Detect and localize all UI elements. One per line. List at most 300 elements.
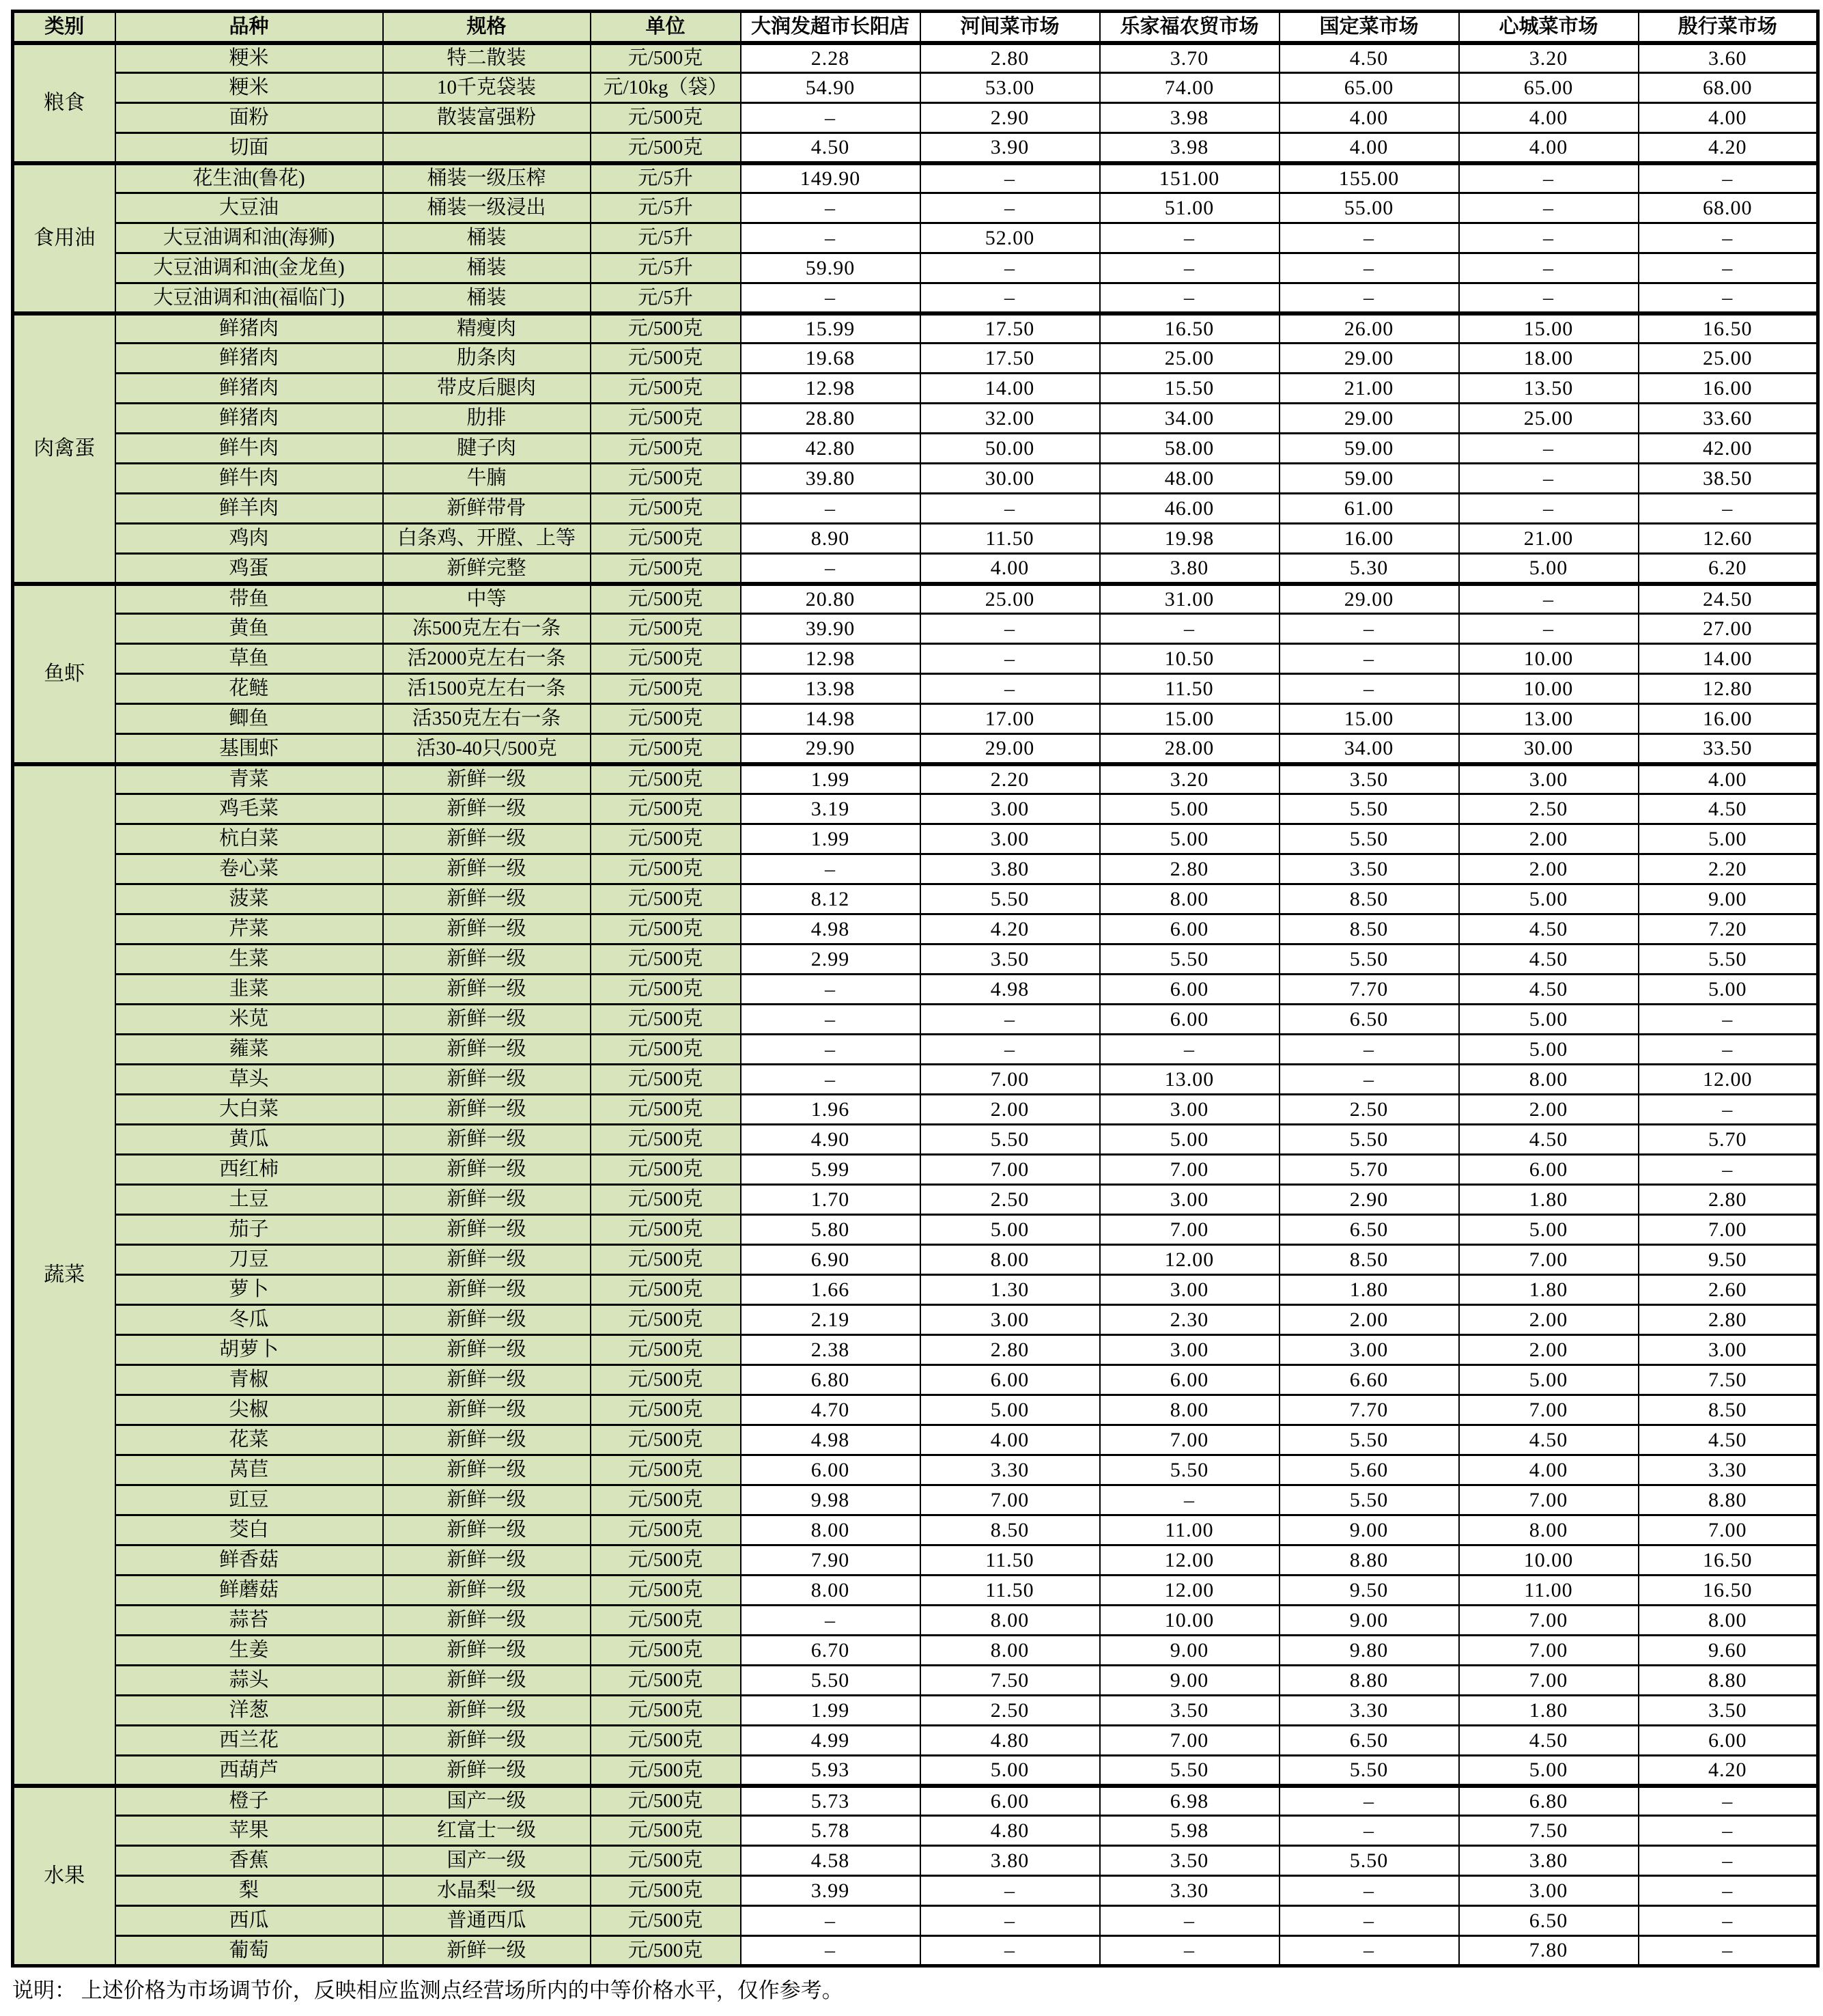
unit-cell: 元/500克 bbox=[591, 584, 741, 614]
variety-cell: 草鱼 bbox=[115, 644, 383, 674]
price-cell: – bbox=[1280, 1876, 1459, 1906]
price-cell: 28.00 bbox=[1100, 734, 1280, 764]
unit-cell: 元/500克 bbox=[591, 1095, 741, 1125]
price-cell: 9.60 bbox=[1639, 1636, 1818, 1666]
spec-cell: 桶装 bbox=[383, 253, 591, 283]
price-cell: 16.50 bbox=[1100, 313, 1280, 344]
price-cell: 9.98 bbox=[741, 1485, 920, 1515]
unit-cell: 元/10kg（袋） bbox=[591, 73, 741, 103]
price-cell: 6.00 bbox=[920, 1365, 1100, 1395]
price-cell: – bbox=[1100, 1906, 1280, 1936]
price-cell: 3.00 bbox=[1459, 1876, 1639, 1906]
unit-cell: 元/500克 bbox=[591, 674, 741, 704]
price-cell: 1.80 bbox=[1459, 1275, 1639, 1305]
price-cell: 6.90 bbox=[741, 1245, 920, 1275]
table-row bbox=[13, 223, 1818, 253]
unit-cell: 元/500克 bbox=[591, 1696, 741, 1726]
table-row bbox=[13, 1245, 1818, 1275]
price-cell: – bbox=[1100, 223, 1280, 253]
unit-cell: 元/500克 bbox=[591, 1485, 741, 1515]
spec-cell: 新鲜一级 bbox=[383, 944, 591, 975]
price-cell: 19.68 bbox=[741, 344, 920, 374]
variety-cell: 黄瓜 bbox=[115, 1125, 383, 1155]
price-cell: – bbox=[920, 193, 1100, 223]
price-cell: 8.50 bbox=[1280, 884, 1459, 914]
table-row bbox=[13, 1395, 1818, 1425]
price-cell: 6.80 bbox=[1459, 1786, 1639, 1816]
variety-cell: 胡萝卜 bbox=[115, 1335, 383, 1365]
price-cell: 7.80 bbox=[1459, 1936, 1639, 1966]
price-cell: 4.50 bbox=[1639, 1425, 1818, 1455]
price-cell: 15.00 bbox=[1280, 704, 1459, 734]
price-cell: 8.12 bbox=[741, 884, 920, 914]
unit-cell: 元/500克 bbox=[591, 824, 741, 854]
price-cell: 5.60 bbox=[1280, 1455, 1459, 1485]
price-cell: 15.00 bbox=[1100, 704, 1280, 734]
table-row bbox=[13, 1936, 1818, 1966]
price-cell: 5.50 bbox=[1639, 944, 1818, 975]
price-cell: 21.00 bbox=[1459, 524, 1639, 554]
unit-cell: 元/500克 bbox=[591, 1275, 741, 1305]
price-cell: 8.00 bbox=[920, 1245, 1100, 1275]
unit-cell: 元/500克 bbox=[591, 313, 741, 344]
price-cell: 4.80 bbox=[920, 1816, 1100, 1846]
spec-cell: 带皮后腿肉 bbox=[383, 374, 591, 404]
spec-cell: 白条鸡、开膛、上等 bbox=[383, 524, 591, 554]
spec-cell: 新鲜一级 bbox=[383, 1576, 591, 1606]
price-cell: 4.98 bbox=[741, 1425, 920, 1455]
spec-cell: 新鲜一级 bbox=[383, 1485, 591, 1515]
price-cell: 4.00 bbox=[1280, 103, 1459, 133]
spec-cell: 精瘦肉 bbox=[383, 313, 591, 344]
price-cell: – bbox=[1639, 1846, 1818, 1876]
price-cell: 6.00 bbox=[920, 1786, 1100, 1816]
table-row bbox=[13, 1005, 1818, 1035]
price-cell: – bbox=[1100, 614, 1280, 644]
variety-cell: 尖椒 bbox=[115, 1395, 383, 1425]
spec-cell: 水晶梨一级 bbox=[383, 1876, 591, 1906]
table-row bbox=[13, 824, 1818, 854]
price-cell: 5.50 bbox=[1280, 1425, 1459, 1455]
spec-cell: 新鲜一级 bbox=[383, 1305, 591, 1335]
price-cell: 2.00 bbox=[1459, 1335, 1639, 1365]
price-cell: 5.70 bbox=[1639, 1125, 1818, 1155]
spec-cell: 新鲜一级 bbox=[383, 1335, 591, 1365]
price-cell: 3.00 bbox=[920, 1305, 1100, 1335]
table-row bbox=[13, 43, 1818, 73]
unit-cell: 元/500克 bbox=[591, 1035, 741, 1065]
spec-cell: 中等 bbox=[383, 584, 591, 614]
price-cell: 4.50 bbox=[1459, 914, 1639, 944]
price-cell: 26.00 bbox=[1280, 313, 1459, 344]
price-cell: 8.80 bbox=[1639, 1485, 1818, 1515]
price-cell: – bbox=[1639, 1936, 1818, 1966]
price-cell: 29.00 bbox=[1280, 344, 1459, 374]
price-cell: 2.00 bbox=[1280, 1305, 1459, 1335]
table-row bbox=[13, 1666, 1818, 1696]
variety-cell: 花菜 bbox=[115, 1425, 383, 1455]
variety-cell: 鲜牛肉 bbox=[115, 464, 383, 494]
unit-cell: 元/500克 bbox=[591, 1245, 741, 1275]
unit-cell: 元/500克 bbox=[591, 1515, 741, 1545]
price-cell: 4.98 bbox=[920, 975, 1100, 1005]
price-cell: 3.30 bbox=[1280, 1696, 1459, 1726]
variety-cell: 鲜猪肉 bbox=[115, 313, 383, 344]
unit-cell: 元/500克 bbox=[591, 1876, 741, 1906]
table-row bbox=[13, 1455, 1818, 1485]
price-cell: – bbox=[1639, 253, 1818, 283]
price-cell: 6.00 bbox=[1100, 914, 1280, 944]
price-cell: 7.00 bbox=[1639, 1215, 1818, 1245]
spec-cell: 活350克左右一条 bbox=[383, 704, 591, 734]
price-cell: 2.80 bbox=[1100, 854, 1280, 884]
spec-cell: 散装富强粉 bbox=[383, 103, 591, 133]
spec-cell: 新鲜一级 bbox=[383, 1185, 591, 1215]
price-cell: – bbox=[741, 223, 920, 253]
price-cell: – bbox=[1459, 494, 1639, 524]
price-cell: – bbox=[1280, 1936, 1459, 1966]
unit-cell: 元/500克 bbox=[591, 43, 741, 73]
table-body bbox=[13, 43, 1818, 1966]
price-cell: 3.00 bbox=[920, 824, 1100, 854]
unit-cell: 元/500克 bbox=[591, 1125, 741, 1155]
table-row bbox=[13, 1275, 1818, 1305]
variety-cell: 青椒 bbox=[115, 1365, 383, 1395]
unit-cell: 元/500克 bbox=[591, 1395, 741, 1425]
price-cell: 74.00 bbox=[1100, 73, 1280, 103]
table-row bbox=[13, 253, 1818, 283]
price-cell: 6.60 bbox=[1280, 1365, 1459, 1395]
price-cell: 18.00 bbox=[1459, 344, 1639, 374]
price-cell: – bbox=[1280, 253, 1459, 283]
price-cell: 6.20 bbox=[1639, 554, 1818, 584]
price-cell: 3.80 bbox=[920, 1846, 1100, 1876]
header-variety: 品种 bbox=[115, 12, 383, 43]
price-cell: 5.00 bbox=[920, 1756, 1100, 1786]
price-cell: 33.50 bbox=[1639, 734, 1818, 764]
price-cell: – bbox=[741, 554, 920, 584]
spec-cell: 新鲜一级 bbox=[383, 854, 591, 884]
price-cell: 29.00 bbox=[1280, 584, 1459, 614]
price-cell: 8.50 bbox=[1280, 1245, 1459, 1275]
price-cell: 4.50 bbox=[1459, 1425, 1639, 1455]
price-cell: 11.00 bbox=[1459, 1576, 1639, 1606]
price-cell: – bbox=[1639, 163, 1818, 193]
price-cell: 68.00 bbox=[1639, 193, 1818, 223]
table-row bbox=[13, 1335, 1818, 1365]
unit-cell: 元/500克 bbox=[591, 344, 741, 374]
price-cell: 8.00 bbox=[741, 1576, 920, 1606]
price-cell: – bbox=[1639, 283, 1818, 313]
price-cell: 2.90 bbox=[920, 103, 1100, 133]
price-cell: – bbox=[1639, 1005, 1818, 1035]
price-cell: 2.99 bbox=[741, 944, 920, 975]
table-row bbox=[13, 1846, 1818, 1876]
price-cell: 3.00 bbox=[1100, 1275, 1280, 1305]
spec-cell: 新鲜一级 bbox=[383, 1395, 591, 1425]
header-market-xincheng: 心城菜市场 bbox=[1459, 12, 1639, 43]
variety-cell: 西瓜 bbox=[115, 1906, 383, 1936]
price-cell: 7.00 bbox=[920, 1155, 1100, 1185]
price-cell: 4.00 bbox=[1459, 1455, 1639, 1485]
price-cell: 4.50 bbox=[1459, 1726, 1639, 1756]
unit-cell: 元/500克 bbox=[591, 1155, 741, 1185]
price-cell: 50.00 bbox=[920, 434, 1100, 464]
spec-cell: 新鲜一级 bbox=[383, 764, 591, 794]
price-cell: 5.50 bbox=[1280, 1125, 1459, 1155]
unit-cell: 元/500克 bbox=[591, 1726, 741, 1756]
category-cell: 粮食 bbox=[13, 43, 115, 163]
price-cell: 6.50 bbox=[1280, 1215, 1459, 1245]
unit-cell: 元/5升 bbox=[591, 193, 741, 223]
price-cell: – bbox=[741, 283, 920, 313]
unit-cell: 元/500克 bbox=[591, 1606, 741, 1636]
price-cell: 14.00 bbox=[1639, 644, 1818, 674]
price-cell: – bbox=[1280, 223, 1459, 253]
price-cell: – bbox=[1100, 253, 1280, 283]
price-cell: 10.00 bbox=[1459, 644, 1639, 674]
price-cell: 5.00 bbox=[1459, 1035, 1639, 1065]
variety-cell: 花生油(鲁花) bbox=[115, 163, 383, 193]
spec-cell: 腱子肉 bbox=[383, 434, 591, 464]
variety-cell: 西兰花 bbox=[115, 1726, 383, 1756]
price-cell: 5.50 bbox=[1280, 1756, 1459, 1786]
variety-cell: 卷心菜 bbox=[115, 854, 383, 884]
spec-cell: 红富士一级 bbox=[383, 1816, 591, 1846]
table-row bbox=[13, 1545, 1818, 1576]
price-cell: 1.80 bbox=[1280, 1275, 1459, 1305]
price-cell: 5.50 bbox=[1280, 824, 1459, 854]
price-cell: 2.50 bbox=[1280, 1095, 1459, 1125]
price-cell: 4.50 bbox=[1459, 1125, 1639, 1155]
price-cell: 13.00 bbox=[1459, 704, 1639, 734]
table-row bbox=[13, 494, 1818, 524]
table-row bbox=[13, 524, 1818, 554]
variety-cell: 刀豆 bbox=[115, 1245, 383, 1275]
table-row bbox=[13, 344, 1818, 374]
price-cell: 3.80 bbox=[1459, 1846, 1639, 1876]
price-cell: 2.28 bbox=[741, 43, 920, 73]
price-cell: – bbox=[1100, 283, 1280, 313]
price-cell: 6.00 bbox=[1100, 1365, 1280, 1395]
price-cell: – bbox=[741, 1065, 920, 1095]
price-cell: 32.00 bbox=[920, 404, 1100, 434]
price-cell: 5.93 bbox=[741, 1756, 920, 1786]
price-cell: – bbox=[741, 1005, 920, 1035]
price-cell: 2.00 bbox=[1459, 854, 1639, 884]
unit-cell: 元/500克 bbox=[591, 1005, 741, 1035]
price-cell: 8.50 bbox=[1639, 1395, 1818, 1425]
unit-cell: 元/500克 bbox=[591, 464, 741, 494]
price-cell: 3.50 bbox=[1280, 764, 1459, 794]
variety-cell: 鲜香菇 bbox=[115, 1545, 383, 1576]
price-cell: 5.00 bbox=[920, 1215, 1100, 1245]
unit-cell: 元/500克 bbox=[591, 1576, 741, 1606]
table-row bbox=[13, 1816, 1818, 1846]
price-cell: 5.00 bbox=[1459, 1215, 1639, 1245]
variety-cell: 西红柿 bbox=[115, 1155, 383, 1185]
price-cell: – bbox=[920, 1906, 1100, 1936]
table-row bbox=[13, 1726, 1818, 1756]
price-cell: 5.98 bbox=[1100, 1816, 1280, 1846]
price-cell: 2.20 bbox=[920, 764, 1100, 794]
price-cell: 5.50 bbox=[741, 1666, 920, 1696]
price-cell: 8.80 bbox=[1639, 1666, 1818, 1696]
price-cell: 7.00 bbox=[1459, 1666, 1639, 1696]
table-row bbox=[13, 614, 1818, 644]
price-cell: 7.50 bbox=[920, 1666, 1100, 1696]
price-cell: 15.50 bbox=[1100, 374, 1280, 404]
price-cell: 5.80 bbox=[741, 1215, 920, 1245]
price-cell: 5.00 bbox=[1459, 884, 1639, 914]
price-cell: 7.20 bbox=[1639, 914, 1818, 944]
price-cell: 3.30 bbox=[1639, 1455, 1818, 1485]
price-cell: – bbox=[920, 494, 1100, 524]
spec-cell: 新鲜一级 bbox=[383, 1065, 591, 1095]
price-cell: 2.20 bbox=[1639, 854, 1818, 884]
category-cell: 鱼虾 bbox=[13, 584, 115, 764]
price-cell: 3.70 bbox=[1100, 43, 1280, 73]
variety-cell: 橙子 bbox=[115, 1786, 383, 1816]
variety-cell: 茭白 bbox=[115, 1515, 383, 1545]
unit-cell: 元/500克 bbox=[591, 1185, 741, 1215]
variety-cell: 萝卜 bbox=[115, 1275, 383, 1305]
price-cell: 6.00 bbox=[1100, 1005, 1280, 1035]
price-cell: 25.00 bbox=[1459, 404, 1639, 434]
unit-cell: 元/500克 bbox=[591, 103, 741, 133]
variety-cell: 鲫鱼 bbox=[115, 704, 383, 734]
price-cell: – bbox=[1280, 614, 1459, 644]
variety-cell: 杭白菜 bbox=[115, 824, 383, 854]
price-cell: 4.00 bbox=[920, 1425, 1100, 1455]
price-cell: 7.00 bbox=[1100, 1155, 1280, 1185]
table-row bbox=[13, 1906, 1818, 1936]
price-cell: 2.80 bbox=[920, 43, 1100, 73]
price-cell: – bbox=[1639, 1095, 1818, 1125]
spec-cell: 新鲜一级 bbox=[383, 975, 591, 1005]
price-cell: – bbox=[1280, 674, 1459, 704]
table-row bbox=[13, 1155, 1818, 1185]
price-cell: 4.99 bbox=[741, 1726, 920, 1756]
price-cell: 8.00 bbox=[1100, 884, 1280, 914]
price-cell: 1.96 bbox=[741, 1095, 920, 1125]
price-cell: – bbox=[920, 644, 1100, 674]
table-row bbox=[13, 1365, 1818, 1395]
unit-cell: 元/500克 bbox=[591, 644, 741, 674]
spec-cell: 新鲜一级 bbox=[383, 1095, 591, 1125]
price-cell: 3.60 bbox=[1639, 43, 1818, 73]
spec-cell: 活1500克左右一条 bbox=[383, 674, 591, 704]
price-cell: 2.90 bbox=[1280, 1185, 1459, 1215]
variety-cell: 面粉 bbox=[115, 103, 383, 133]
price-cell: 8.00 bbox=[1459, 1065, 1639, 1095]
price-cell: 8.00 bbox=[920, 1636, 1100, 1666]
spec-cell: 新鲜带骨 bbox=[383, 494, 591, 524]
price-cell: 4.00 bbox=[1459, 133, 1639, 163]
table-row bbox=[13, 464, 1818, 494]
table-row bbox=[13, 1636, 1818, 1666]
price-cell: 8.80 bbox=[1280, 1666, 1459, 1696]
price-cell: 7.00 bbox=[920, 1485, 1100, 1515]
price-cell: – bbox=[741, 494, 920, 524]
category-cell: 肉禽蛋 bbox=[13, 313, 115, 584]
price-cell: 16.00 bbox=[1280, 524, 1459, 554]
price-cell: 7.00 bbox=[1100, 1726, 1280, 1756]
price-cell: 7.00 bbox=[1100, 1215, 1280, 1245]
table-row bbox=[13, 914, 1818, 944]
price-cell: 4.58 bbox=[741, 1846, 920, 1876]
variety-cell: 鲜猪肉 bbox=[115, 374, 383, 404]
price-cell: 9.00 bbox=[1639, 884, 1818, 914]
price-cell: 27.00 bbox=[1639, 614, 1818, 644]
variety-cell: 大豆油 bbox=[115, 193, 383, 223]
price-cell: 13.50 bbox=[1459, 374, 1639, 404]
price-cell: 3.50 bbox=[1100, 1696, 1280, 1726]
price-cell: 3.30 bbox=[1100, 1876, 1280, 1906]
unit-cell: 元/500克 bbox=[591, 133, 741, 163]
table-row bbox=[13, 313, 1818, 344]
spec-cell: 肋条肉 bbox=[383, 344, 591, 374]
price-cell: 5.00 bbox=[1639, 975, 1818, 1005]
price-cell: 4.20 bbox=[1639, 133, 1818, 163]
table-row bbox=[13, 854, 1818, 884]
spec-cell: 桶装一级浸出 bbox=[383, 193, 591, 223]
variety-cell: 带鱼 bbox=[115, 584, 383, 614]
price-cell: 39.80 bbox=[741, 464, 920, 494]
price-cell: 3.80 bbox=[920, 854, 1100, 884]
spec-cell: 新鲜一级 bbox=[383, 1756, 591, 1786]
spec-cell: 新鲜一级 bbox=[383, 1125, 591, 1155]
price-cell: 2.00 bbox=[920, 1095, 1100, 1125]
price-cell: 4.00 bbox=[920, 554, 1100, 584]
price-cell: – bbox=[1100, 1035, 1280, 1065]
price-cell: 3.98 bbox=[1100, 103, 1280, 133]
price-cell: 5.70 bbox=[1280, 1155, 1459, 1185]
price-cell: – bbox=[920, 1005, 1100, 1035]
price-cell: 5.00 bbox=[1459, 1756, 1639, 1786]
price-cell: 7.00 bbox=[1459, 1485, 1639, 1515]
price-cell: 9.50 bbox=[1280, 1576, 1459, 1606]
price-cell: 48.00 bbox=[1100, 464, 1280, 494]
price-cell: 2.30 bbox=[1100, 1305, 1280, 1335]
price-cell: 13.00 bbox=[1100, 1065, 1280, 1095]
variety-cell: 冬瓜 bbox=[115, 1305, 383, 1335]
variety-cell: 花鲢 bbox=[115, 674, 383, 704]
price-cell: 6.00 bbox=[1459, 1155, 1639, 1185]
price-cell: 4.50 bbox=[1280, 43, 1459, 73]
unit-cell: 元/500克 bbox=[591, 1545, 741, 1576]
price-cell: – bbox=[741, 975, 920, 1005]
spec-cell: 普通西瓜 bbox=[383, 1906, 591, 1936]
table-row bbox=[13, 133, 1818, 163]
price-cell: 9.00 bbox=[1280, 1515, 1459, 1545]
price-cell: 4.20 bbox=[920, 914, 1100, 944]
price-cell: – bbox=[920, 1936, 1100, 1966]
price-cell: 6.00 bbox=[1639, 1726, 1818, 1756]
table-row bbox=[13, 1786, 1818, 1816]
price-cell: 4.50 bbox=[741, 133, 920, 163]
table-row bbox=[13, 1095, 1818, 1125]
spec-cell: 新鲜一级 bbox=[383, 1035, 591, 1065]
unit-cell: 元/500克 bbox=[591, 1666, 741, 1696]
table-row bbox=[13, 374, 1818, 404]
spec-cell: 新鲜一级 bbox=[383, 914, 591, 944]
variety-cell: 蒜苔 bbox=[115, 1606, 383, 1636]
price-cell: 7.00 bbox=[1459, 1395, 1639, 1425]
price-cell: 29.00 bbox=[1280, 404, 1459, 434]
price-cell: 3.00 bbox=[1280, 1335, 1459, 1365]
price-cell: 4.00 bbox=[1639, 103, 1818, 133]
